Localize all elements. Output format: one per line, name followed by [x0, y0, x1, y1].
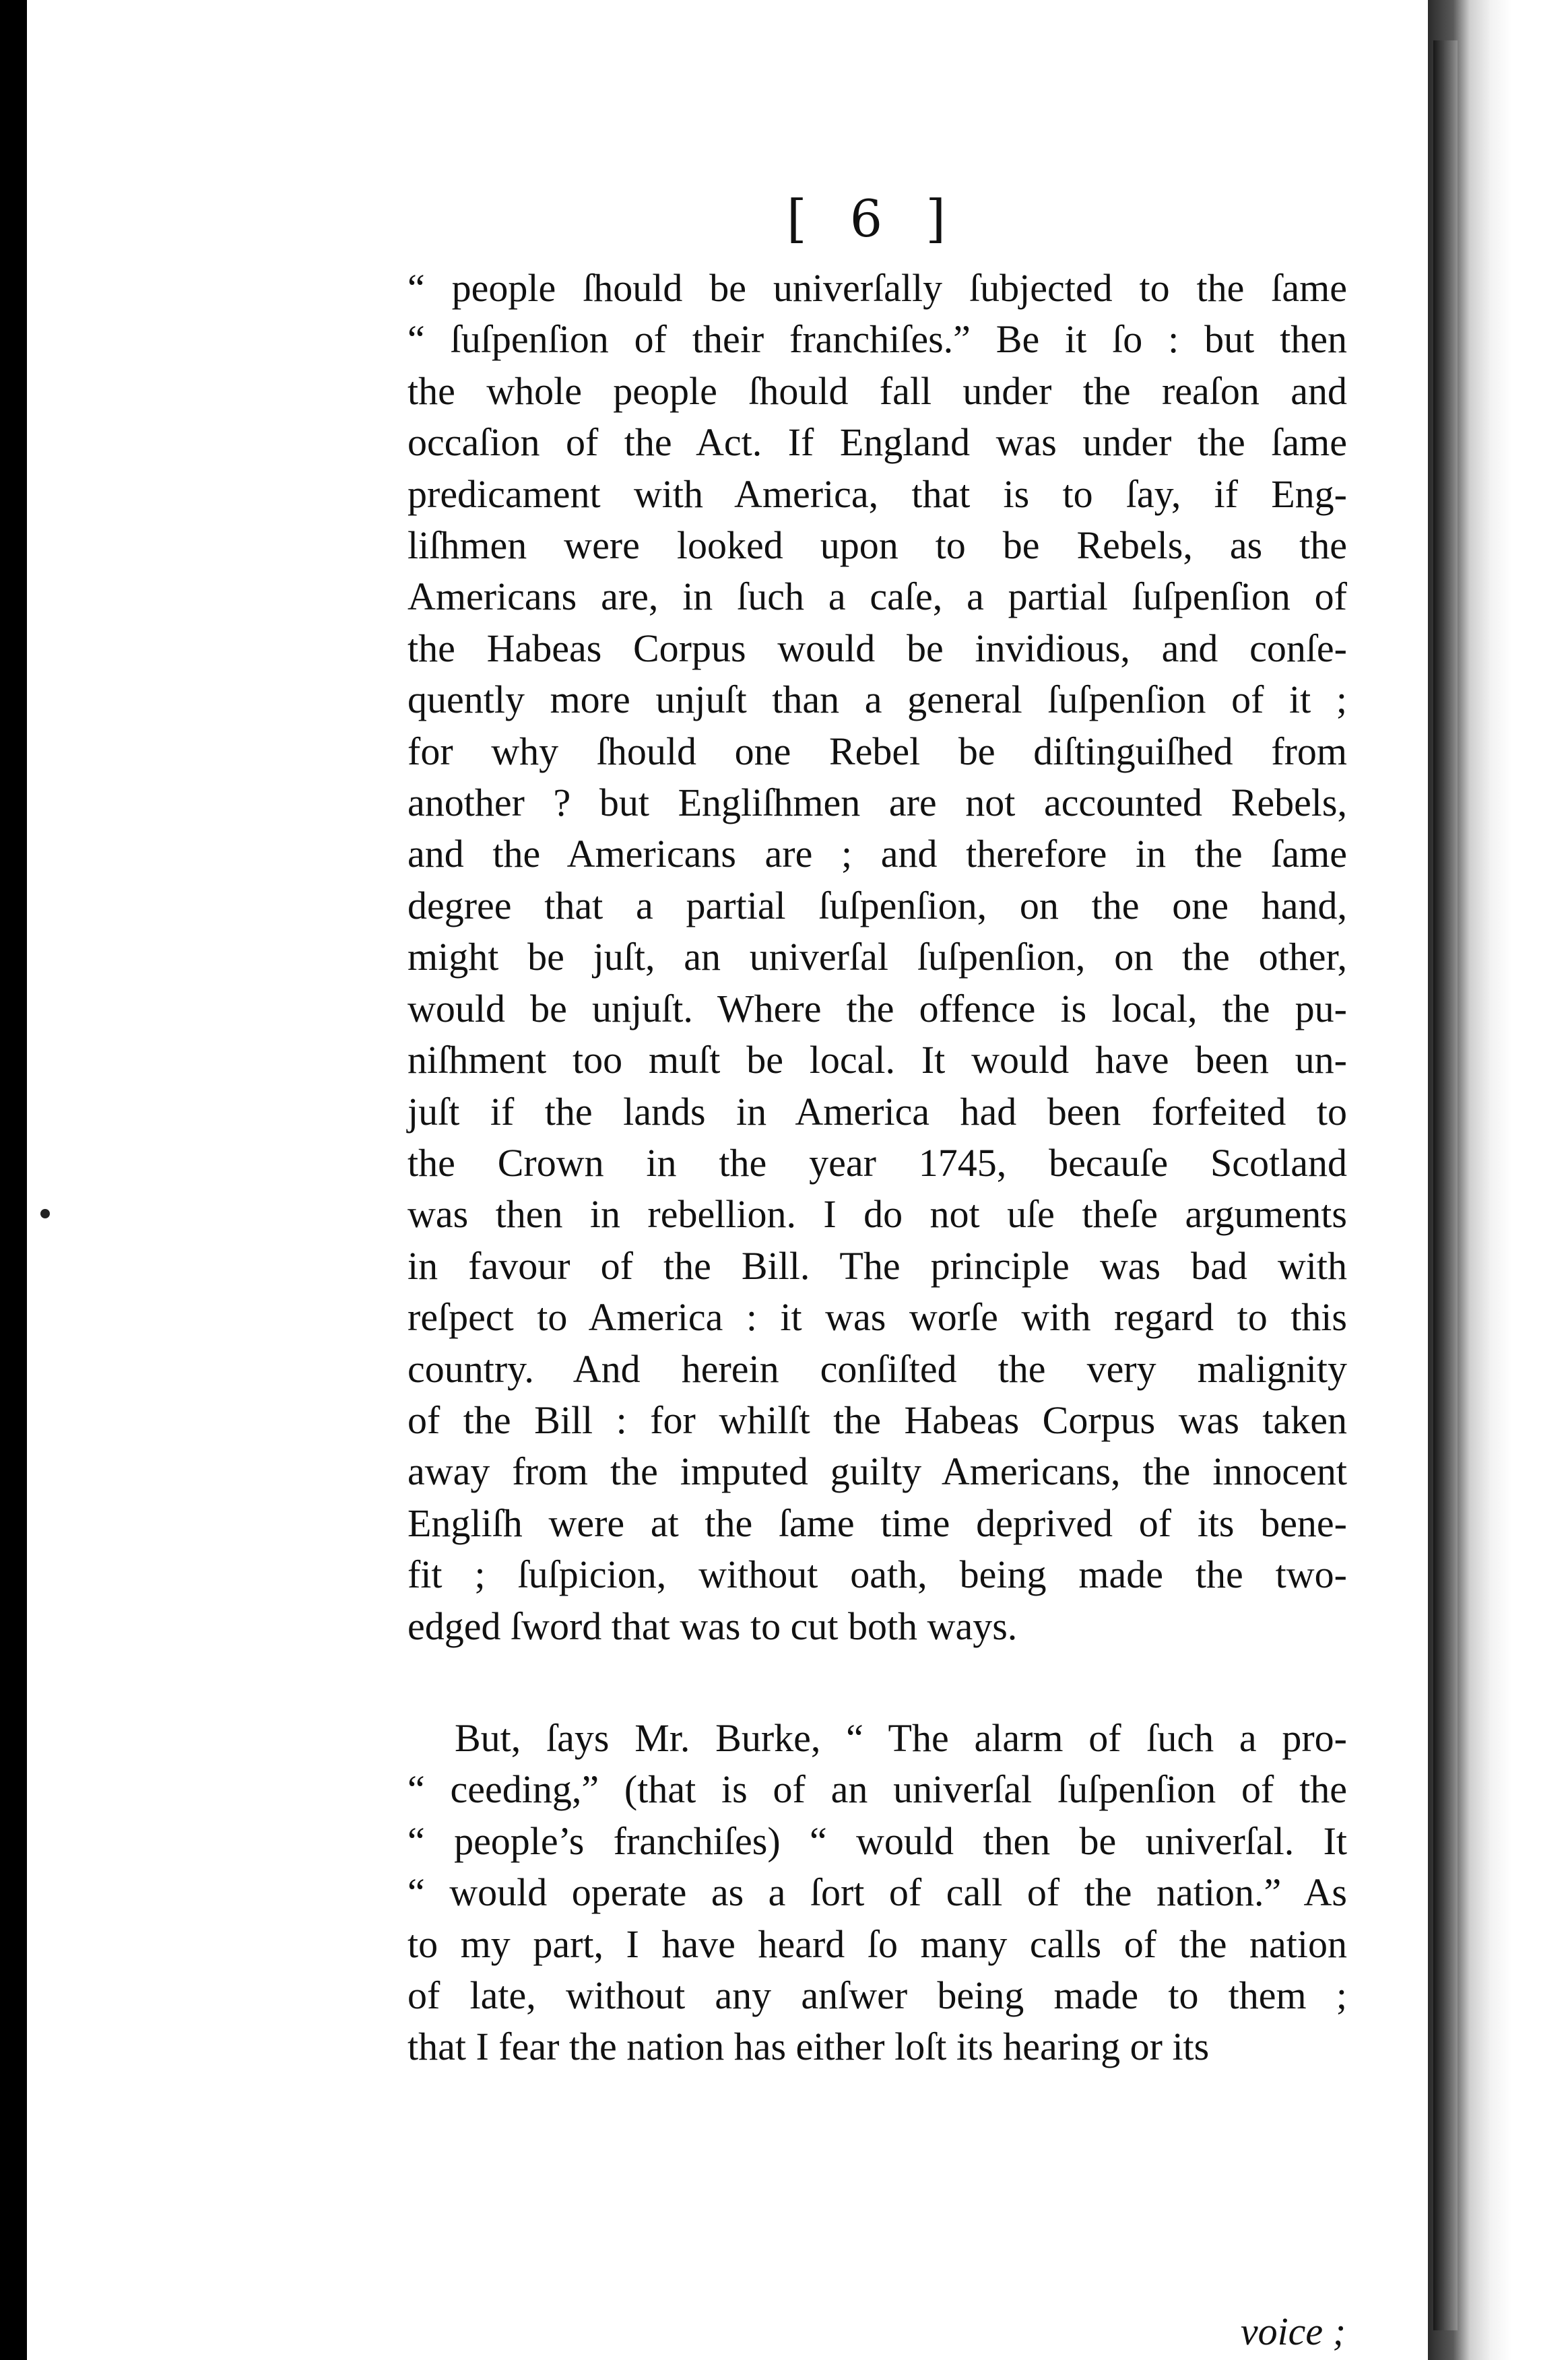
- page-number: [ 6 ]: [787, 189, 959, 249]
- text-line: Americans are, in ſuch a caſe, a partial ſuſpenſion of: [407, 575, 1347, 619]
- text-line: would be unjuſt. Where the offence is local, the pu-: [407, 986, 1347, 1030]
- ink-speck: [40, 1209, 50, 1218]
- paragraph-1: [407, 263, 1347, 1652]
- paragraph-gap: [407, 1652, 1347, 1713]
- text-line: might be juſt, an univerſal ſuſpenſion, on the other,: [407, 935, 1347, 979]
- text-line: and the Americans are ; and therefore in the ſame: [407, 832, 1347, 876]
- text-line: in favour of the Bill. The principle was bad with: [407, 1243, 1347, 1288]
- text-line: “ ceeding,” (that is of an univerſal ſuſpenſion of the: [407, 1767, 1347, 1812]
- binding-shadow: [1433, 40, 1458, 2330]
- text-line: fit ; ſuſpicion, without oath, being made the two-: [407, 1552, 1347, 1597]
- text-line: another ? but Engliſhmen are not accounted Rebels,: [407, 781, 1347, 825]
- text-line: the Crown in the year 1745, becauſe Scotland: [407, 1140, 1347, 1185]
- text-line: “ would operate as a ſort of call of the nation.” As: [407, 1870, 1347, 1915]
- text-line: edged ſword that was to cut both ways.: [407, 1604, 1018, 1648]
- catchword: voice ;: [1240, 2309, 1346, 2353]
- text-line: of the Bill : for whilſt the Habeas Corpus was taken: [407, 1398, 1347, 1442]
- text-line: quently more unjuſt than a general ſuſpenſion of it ;: [407, 678, 1347, 722]
- text-line: occaſion of the Act. If England was under the ſame: [407, 420, 1347, 465]
- text-line: of late, without any anſwer being made to them ;: [407, 1973, 1347, 2017]
- text-line: for why ſhould one Rebel be diſtinguiſhed from: [407, 729, 1347, 773]
- text-line: country. And herein conſiſted the very malignity: [407, 1346, 1347, 1391]
- text-line: was then in rebellion. I do not uſe theſe arguments: [407, 1192, 1347, 1237]
- text-line: that I fear the nation has either loſt its hearing or its: [407, 2025, 1210, 2069]
- text-line: “ ſuſpenſion of their franchiſes.” Be it ſo : but then: [407, 317, 1347, 362]
- text-line: juſt if the lands in America had been forfeited to: [407, 1089, 1347, 1134]
- text-line: Engliſh were at the ſame time deprived of its bene-: [407, 1501, 1347, 1545]
- text-line: “ people ſhould be univerſally ſubjected to the ſame: [407, 266, 1347, 310]
- paragraph-2: [407, 1713, 1347, 2073]
- text-line: But, ſays Mr. Burke, “ The alarm of ſuch a pro-: [455, 1715, 1347, 1760]
- text-line: the whole people ſhould fall under the reaſon and: [407, 368, 1347, 413]
- text-line: “ people’s franchiſes) “ would then be univerſal. It: [407, 1818, 1347, 1863]
- text-line: to my part, I have heard ſo many calls of the nation: [407, 1922, 1347, 1966]
- body-text: [407, 263, 1347, 2073]
- text-line: liſhmen were looked upon to be Rebels, as the: [407, 523, 1347, 568]
- text-line: away from the imputed guilty Americans, the innocent: [407, 1449, 1347, 1494]
- text-line: the Habeas Corpus would be invidious, and conſe-: [407, 626, 1347, 670]
- text-line: niſhment too muſt be local. It would have been un-: [407, 1038, 1347, 1082]
- text-line: predicament with America, that is to ſay, if Eng-: [407, 471, 1347, 516]
- text-line: degree that a partial ſuſpenſion, on the one hand,: [407, 883, 1347, 927]
- text-line: reſpect to America : it was worſe with regard to this: [407, 1295, 1347, 1340]
